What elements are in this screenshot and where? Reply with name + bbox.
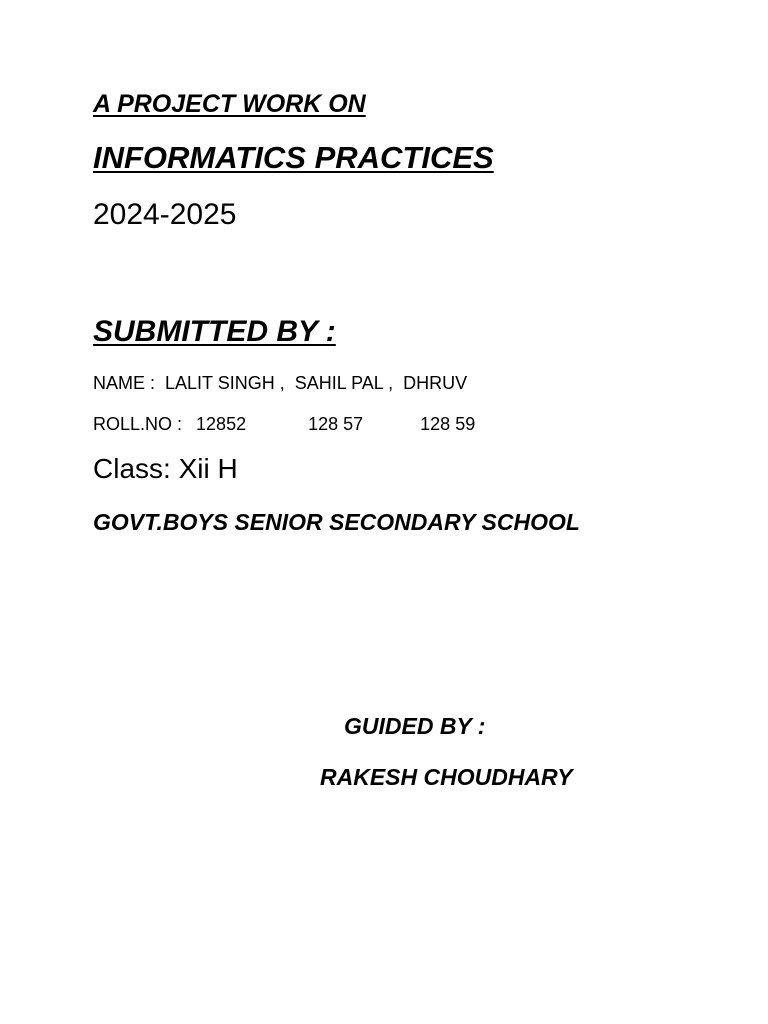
- student-names: NAME : LALIT SINGH , SAHIL PAL , DHRUV: [93, 373, 468, 393]
- session-year: 2024-2025: [93, 198, 237, 231]
- roll-number: 12852: [196, 414, 247, 434]
- roll-number: 128 57: [308, 414, 364, 434]
- school-name: GOVT.BOYS SENIOR SECONDARY SCHOOL: [93, 509, 580, 535]
- roll-numbers-row: [93, 415, 475, 433]
- roll-label: ROLL.NO :: [93, 414, 183, 434]
- project-heading: A PROJECT WORK ON: [93, 90, 366, 118]
- guide-name: RAKESH CHOUDHARY: [320, 764, 573, 790]
- subject-title: INFORMATICS PRACTICES: [93, 140, 494, 175]
- submitted-by-heading: SUBMITTED BY :: [93, 315, 336, 348]
- guided-by-heading: GUIDED BY :: [344, 713, 486, 739]
- class-info: Class: Xii H: [93, 453, 238, 484]
- roll-number: 128 59: [420, 414, 476, 434]
